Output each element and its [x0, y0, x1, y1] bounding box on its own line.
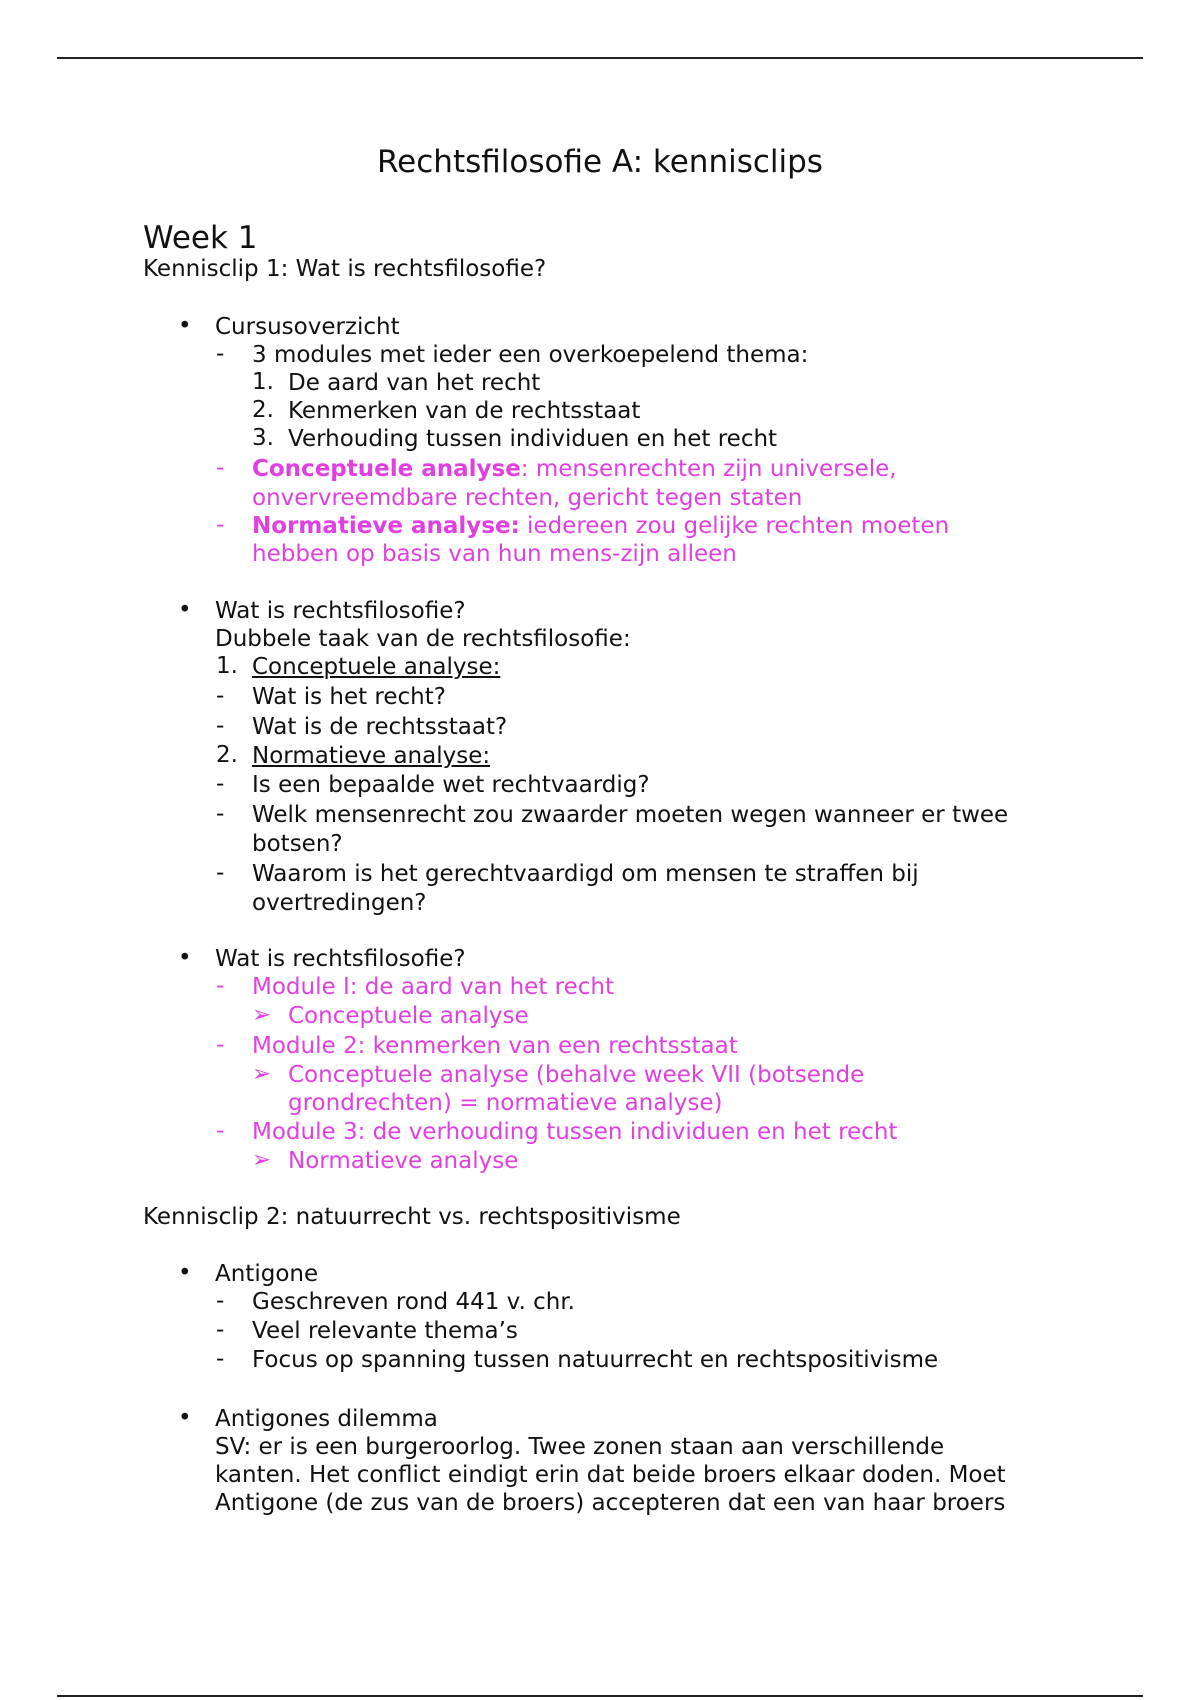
number-marker: 1.	[216, 653, 238, 679]
conceptual-analysis-note	[252, 455, 897, 483]
question-item-cont: botsen?	[252, 831, 343, 857]
normative-analysis-term: Normatieve analyse:	[252, 513, 520, 539]
section-normative: Normatieve analyse:	[252, 743, 491, 769]
number-marker: 2.	[216, 742, 238, 768]
bullet-marker: •	[178, 1405, 192, 1431]
dilemma-text: SV: er is een burgeroorlog. Twee zonen staan aan verschillende	[215, 1434, 945, 1460]
number-marker: 3.	[252, 425, 274, 451]
question-item-cont: overtredingen?	[252, 890, 427, 916]
bullet-marker: •	[178, 945, 192, 971]
question-item: Waarom is het gerechtvaardigd om mensen te straffen bij	[252, 861, 919, 887]
module-2-sub-cont: grondrechten) = normatieve analyse)	[288, 1090, 723, 1116]
conceptual-analysis-term: Conceptuele analyse	[252, 456, 521, 482]
antigone-item: Veel relevante thema’s	[252, 1318, 518, 1344]
question-item: Wat is de rechtsstaat?	[252, 714, 508, 740]
section-conceptual: Conceptuele analyse:	[252, 654, 501, 680]
dash-marker: -	[216, 1346, 225, 1372]
module-item: De aard van het recht	[288, 370, 541, 396]
bullet-marker: •	[178, 1260, 192, 1286]
module-item: Kenmerken van de rechtsstaat	[288, 398, 641, 424]
bullet-marker: •	[178, 597, 192, 623]
bullet-marker: •	[178, 313, 192, 339]
normative-analysis-text: iedereen zou gelijke rechten moeten	[519, 513, 950, 539]
module-3-sub: Normatieve analyse	[288, 1148, 519, 1174]
conceptual-analysis-text: : mensenrechten zijn universele,	[520, 456, 897, 482]
arrow-icon: ➢	[252, 1061, 272, 1087]
bullet-wat-is-rechtsfilosofie: Wat is rechtsfilosofie?	[215, 598, 466, 624]
module-2-line: Module 2: kenmerken van een rechtsstaat	[252, 1033, 738, 1059]
dash-marker: -	[216, 860, 225, 886]
dash-marker: -	[216, 1032, 225, 1058]
dash-marker: -	[216, 713, 225, 739]
dash-marker: -	[216, 341, 225, 367]
dash-marker: -	[216, 801, 225, 827]
arrow-icon: ➢	[252, 1147, 272, 1173]
number-marker: 1.	[252, 369, 274, 395]
question-item: Welk mensenrecht zou zwaarder moeten wegen wanneer er twee	[252, 802, 1009, 828]
dash-marker: -	[216, 1317, 225, 1343]
dash-marker: -	[216, 512, 225, 538]
dash-marker: -	[216, 771, 225, 797]
document-title: Rechtsfilosofie A: kennisclips	[377, 144, 823, 180]
dash-marker: -	[216, 683, 225, 709]
week-heading: Week 1	[143, 220, 258, 256]
antigone-item: Geschreven rond 441 v. chr.	[252, 1289, 575, 1315]
clip1-heading: Kennisclip 1: Wat is rechtsfilosofie?	[143, 256, 547, 282]
footer-rule	[57, 1695, 1143, 1697]
normative-analysis-note	[252, 512, 949, 540]
question-item: Is een bepaalde wet rechtvaardig?	[252, 772, 650, 798]
conceptual-analysis-text-cont: onvervreemdbare rechten, gericht tegen staten	[252, 485, 803, 511]
dash-marker: -	[216, 973, 225, 999]
bullet-wat-is-rechtsfilosofie-2: Wat is rechtsfilosofie?	[215, 946, 466, 972]
module-3-line: Module 3: de verhouding tussen individuen en het recht	[252, 1119, 898, 1145]
dash-marker: -	[216, 1118, 225, 1144]
arrow-icon: ➢	[252, 1002, 272, 1028]
bullet-cursusoverzicht: Cursusoverzicht	[215, 314, 400, 340]
number-marker: 2.	[252, 397, 274, 423]
bullet-antigones-dilemma: Antigones dilemma	[215, 1406, 438, 1432]
module-1-sub: Conceptuele analyse	[288, 1003, 529, 1029]
antigone-item: Focus op spanning tussen natuurrecht en rechtspositivisme	[252, 1347, 939, 1373]
module-item: Verhouding tussen individuen en het recht	[288, 426, 778, 452]
dilemma-text: kanten. Het conflict eindigt erin dat beide broers elkaar doden. Moet	[215, 1462, 1006, 1488]
normative-analysis-text-cont: hebben op basis van hun mens-zijn alleen	[252, 541, 737, 567]
question-item: Wat is het recht?	[252, 684, 446, 710]
module-2-sub: Conceptuele analyse (behalve week VII (botsende	[288, 1062, 865, 1088]
bullet-antigone: Antigone	[215, 1261, 319, 1287]
header-rule	[57, 57, 1143, 59]
dilemma-text: Antigone (de zus van de broers) accepteren dat een van haar broers	[215, 1490, 1006, 1516]
dash-marker: -	[216, 455, 225, 481]
dash-marker: -	[216, 1288, 225, 1314]
clip2-heading: Kennisclip 2: natuurrecht vs. rechtspositivisme	[143, 1204, 681, 1230]
module-1-line: Module I: de aard van het recht	[252, 974, 614, 1000]
modules-intro: 3 modules met ieder een overkoepelend thema:	[252, 342, 809, 368]
double-task-intro: Dubbele taak van de rechtsfilosofie:	[215, 626, 631, 652]
